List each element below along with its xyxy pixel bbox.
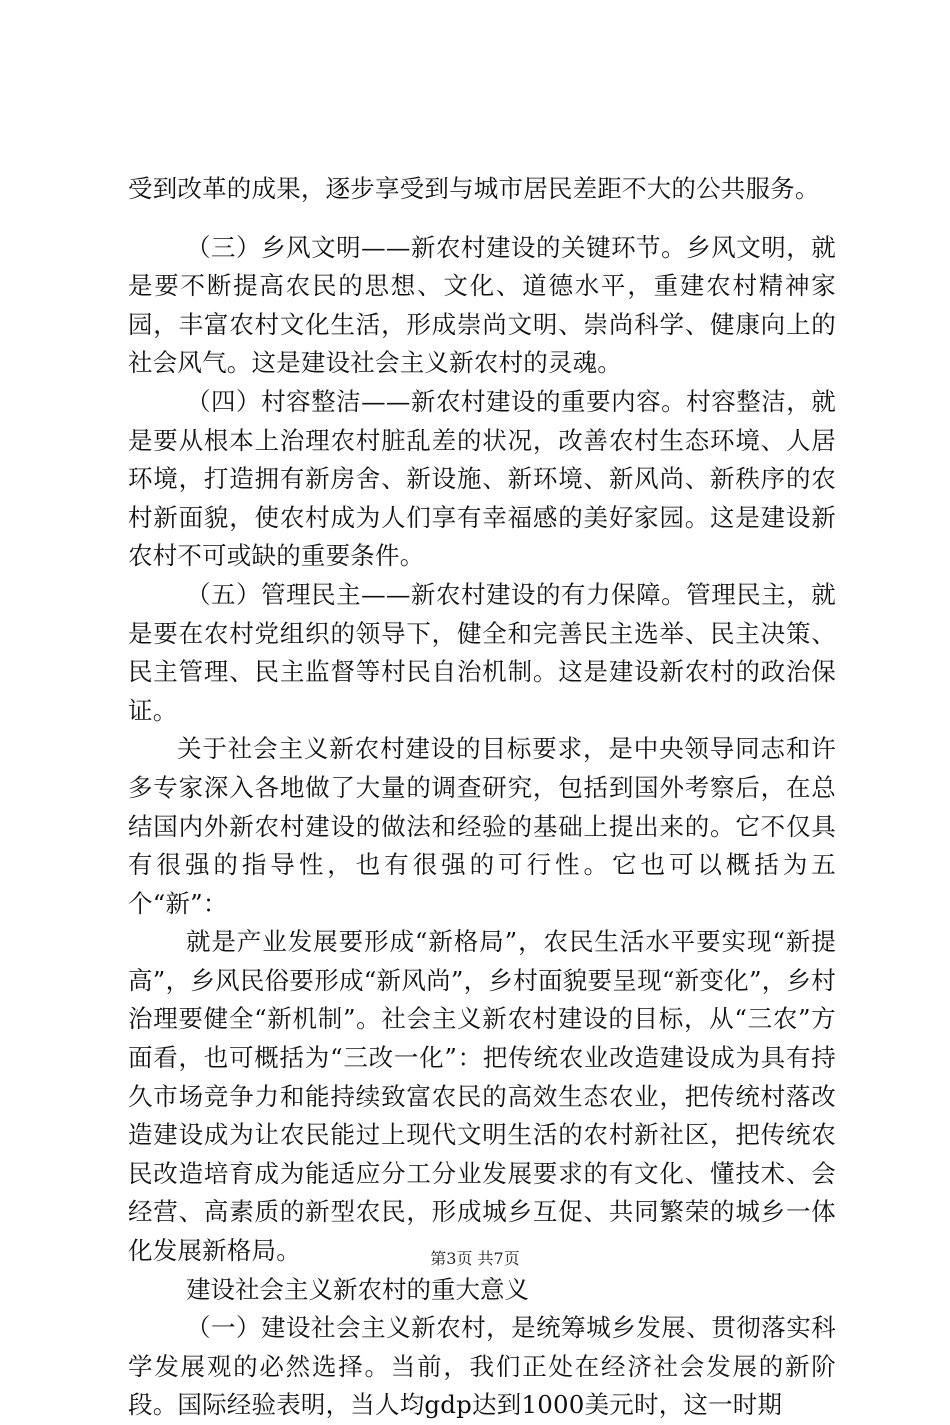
paragraph-goal-requirements: 关于社会主义新农村建设的目标要求，是中央领导同志和许多专家深入各地做了大量的调查研究，包括到国外考察后，在总结国内外新农村建设的做法和经验的基础上提出来的。它不仅具有很强的指导性，也有很强的可行性。它也可以概括为五个“新”： (128, 734, 836, 918)
paragraph-five-new: 就是产业发展要形成“新格局”，农民生活水平要实现“新提高”，乡风民俗要形成“新风尚”，乡村面貌要呈现“新变化”，乡村治理要健全“新机制”。社会主义新农村建设的目标，从“三农”方面看，也可概括为“三改一化”：把传统农业改造建设成为具有持久市场竞争力和能持续致富农民的高效生态农业，把传统村落改造建设成为让农民能过上现代文明生活的农村新社区，把传统农民改造培育成为能适应分工分业发展要求的有文化、懂技术、会经营、高素质的新型农民，形成城乡互促、共同繁荣的城乡一体化发展新格局。 (128, 927, 836, 1266)
paragraph-village-civility: （三）乡风文明——新农村建设的关键环节。乡风文明，就是要不断提高农民的思想、文化、道德水平，重建农村精神家园，丰富农村文化生活，形成崇尚文明、崇尚科学、健康向上的社会风气。这是建设社会主义新农村的灵魂。 (128, 232, 836, 378)
paragraph-democratic-management: （五）管理民主——新农村建设的有力保障。管理民主，就是要在农村党组织的领导下，健全和完善民主选举、民主决策、民主管理、民主监督等村民自治机制。这是建设新农村的政治保证。 (128, 579, 836, 725)
paragraph-gap (128, 209, 836, 229)
paragraph-significance-one: （一）建设社会主义新农村，是统筹城乡发展、贯彻落实科学发展观的必然选择。当前，我们正处在经济社会发展的新阶段。国际经验表明，当人均gdp达到1000美元时，这一时期 (128, 1313, 836, 1420)
document-body (128, 170, 836, 1425)
section-heading-significance: 建设社会主义新农村的重大意义 (186, 1274, 529, 1304)
paragraph-village-cleanliness: （四）村容整洁——新农村建设的重要内容。村容整洁，就是要从根本上治理农村脏乱差的状况，改善农村生态环境、人居环境，打造拥有新房舍、新设施、新环境、新风尚、新秩序的农村新面貌，使农村成为人们享有幸福感的美好家园。这是建设新农村不可或缺的重要条件。 (128, 386, 836, 571)
page-number-footer: 第3页 共7页 (430, 1249, 520, 1268)
paragraph-continuation: 受到改革的成果，逐步享受到与城市居民差距不大的公共服务。 (128, 174, 820, 203)
